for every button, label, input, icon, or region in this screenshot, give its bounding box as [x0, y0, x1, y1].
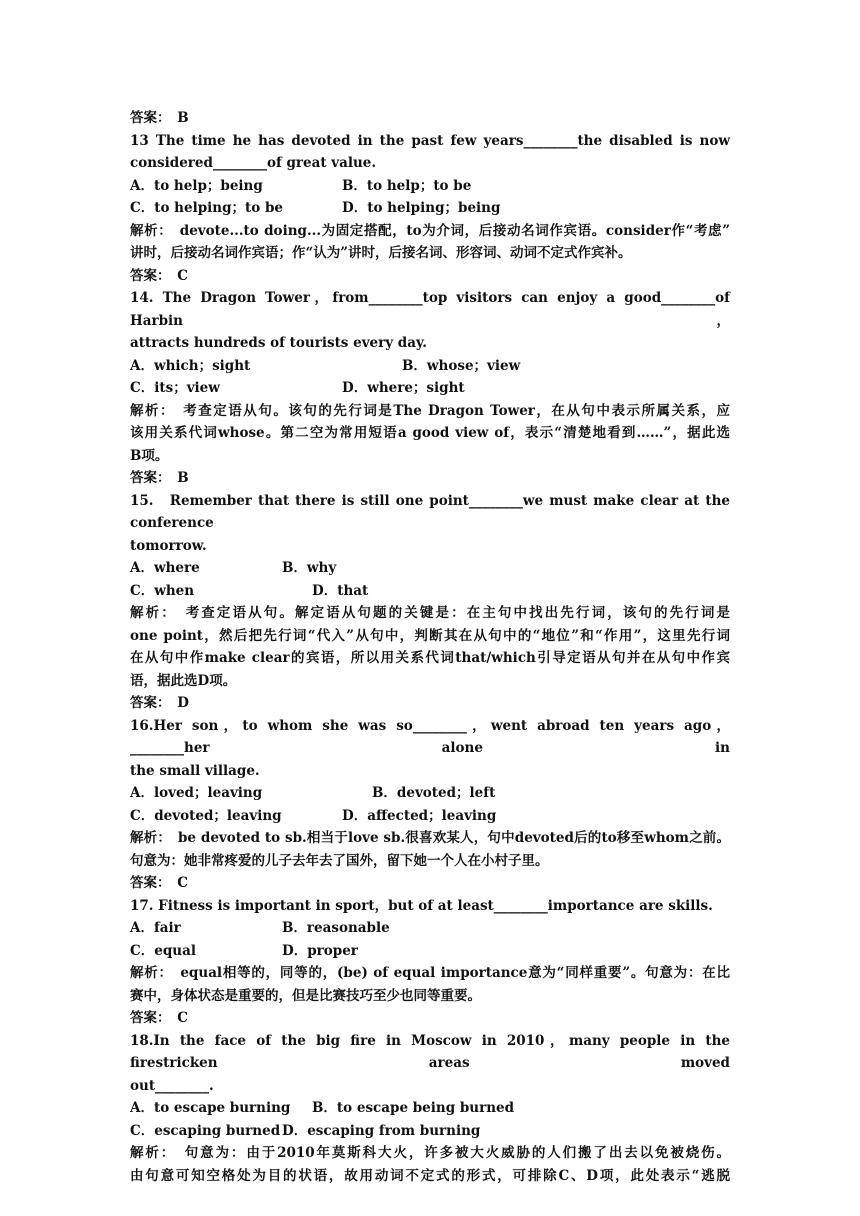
- option-text: A．which；sight: [130, 357, 251, 374]
- option-text: D．that: [312, 582, 369, 599]
- options-row: [130, 782, 730, 805]
- question-line: the small village.: [130, 762, 260, 779]
- answer-line: 答案： C: [130, 1010, 188, 1026]
- analysis-line: 在从句中作make clear的宾语，所以用关系代词that/which引导定语从句并在从句中作宾: [130, 650, 730, 666]
- option-text: D．affected；leaving: [342, 807, 497, 824]
- option-text: B．why: [282, 560, 337, 576]
- options-row: [130, 1097, 730, 1120]
- option-text: A．loved；leaving: [130, 785, 263, 801]
- question-line: 14. The Dragon Tower，from________top visitors can enjoy a good________of Harbin，: [130, 290, 730, 329]
- option-text: D．escaping from burning: [282, 1122, 481, 1139]
- option-text: A．to escape burning: [130, 1100, 291, 1116]
- analysis-line: 由句意可知空格处为目的状语，故用动词不定式的形式，可排除C、D项，此处表示“逃脱: [130, 1167, 730, 1184]
- question-line: 15. Remember that there is still one point________we must make clear at the conference: [130, 492, 730, 531]
- analysis-line: 赛中，身体状态是重要的，但是比赛技巧至少也同等重要。: [130, 987, 481, 1004]
- question-line: 13 The time he has devoted in the past few years________the disabled is now: [130, 132, 730, 149]
- option-text: C．escaping burned: [130, 1122, 281, 1139]
- analysis-line: 语，据此选D项。: [130, 672, 237, 689]
- option-text: C．its；view: [130, 380, 220, 396]
- options-row: [130, 917, 730, 940]
- option-text: D．where；sight: [342, 380, 465, 396]
- analysis-line: 讲时，后接动名词作宾语；作“认为”讲时，后接名词、形容词、动词不定式作宾补。: [130, 245, 632, 261]
- option-text: B．devoted；left: [372, 785, 496, 801]
- options-row: [130, 377, 730, 400]
- question-line: out________.: [130, 1077, 214, 1094]
- option-text: B．to escape being burned: [312, 1100, 515, 1116]
- answer-line: 答案： B: [130, 470, 189, 486]
- question-line: 17. Fitness is important in sport，but of at least________importance are skills.: [130, 897, 713, 914]
- question-line: 16.Her son，to whom she was so________，went abroad ten years ago，________her alone in: [130, 717, 730, 756]
- analysis-line: one point，然后把先行词“代入”从句中，判断其在从句中的“地位”和“作用”，这里先行词: [130, 627, 730, 644]
- option-text: D．proper: [282, 942, 358, 959]
- analysis-line: 解析： equal相等的，同等的，(be) of equal importance意为“同样重要”。句意为：在比: [130, 965, 730, 981]
- answer-line: 答案： D: [130, 695, 189, 711]
- options-row: [130, 175, 730, 198]
- options-row: [130, 557, 730, 580]
- document-body: [130, 107, 730, 1187]
- question-line: attracts hundreds of tourists every day.: [130, 335, 427, 351]
- option-text: C．to helping；to be: [130, 200, 284, 216]
- answer-line: 答案： C: [130, 267, 188, 284]
- option-text: B．to help；to be: [342, 177, 472, 194]
- analysis-line: 解析： 考查定语从句。该句的先行词是The Dragon Tower，在从句中表示所属关系，应: [130, 402, 730, 419]
- answer-line: 答案： C: [130, 875, 188, 891]
- option-text: B．whose；view: [402, 357, 521, 374]
- analysis-line: B项。: [130, 447, 169, 464]
- option-text: D．to helping；being: [342, 200, 501, 216]
- options-row: [130, 197, 730, 220]
- question-line: 18.In the face of the big fire in Moscow in 2010，many people in the firestricken areas moved: [130, 1032, 730, 1071]
- answer-line: 答案： B: [130, 110, 189, 126]
- option-text: A．where: [130, 560, 200, 576]
- options-row: [130, 805, 730, 828]
- option-text: C．when: [130, 582, 195, 599]
- option-text: C．devoted；leaving: [130, 807, 282, 824]
- option-text: C．equal: [130, 942, 196, 959]
- analysis-line: 解析： 句意为：由于2010年莫斯科大火，许多被大火威胁的人们搬了出去以免被烧伤。: [130, 1145, 730, 1161]
- option-text: A．to help；being: [130, 177, 263, 194]
- option-text: A．fair: [130, 920, 181, 936]
- question-line: tomorrow.: [130, 537, 207, 554]
- analysis-line: 解析： be devoted to sb.相当于love sb.很喜欢某人，句中devoted后的to移至whom之前。: [130, 830, 730, 846]
- analysis-line: 句意为：她非常疼爱的儿子去年去了国外，留下她一个人在小村子里。: [130, 852, 549, 869]
- options-row: [130, 580, 730, 603]
- options-row: [130, 940, 730, 963]
- analysis-line: 解析： 考查定语从句。解定语从句题的关键是：在主句中找出先行词，该句的先行词是: [130, 605, 730, 621]
- options-row: [130, 1120, 730, 1143]
- analysis-line: 解析： devote...to doing...为固定搭配，to为介词，后接动名词作宾语。consider作“考虑”: [130, 222, 730, 239]
- question-line: considered________of great value.: [130, 155, 377, 171]
- analysis-line: 该用关系代词whose。第二空为常用短语a good view of，表示“清楚地看到……”，据此选: [130, 425, 730, 441]
- option-text: B．reasonable: [282, 920, 390, 936]
- options-row: [130, 355, 730, 378]
